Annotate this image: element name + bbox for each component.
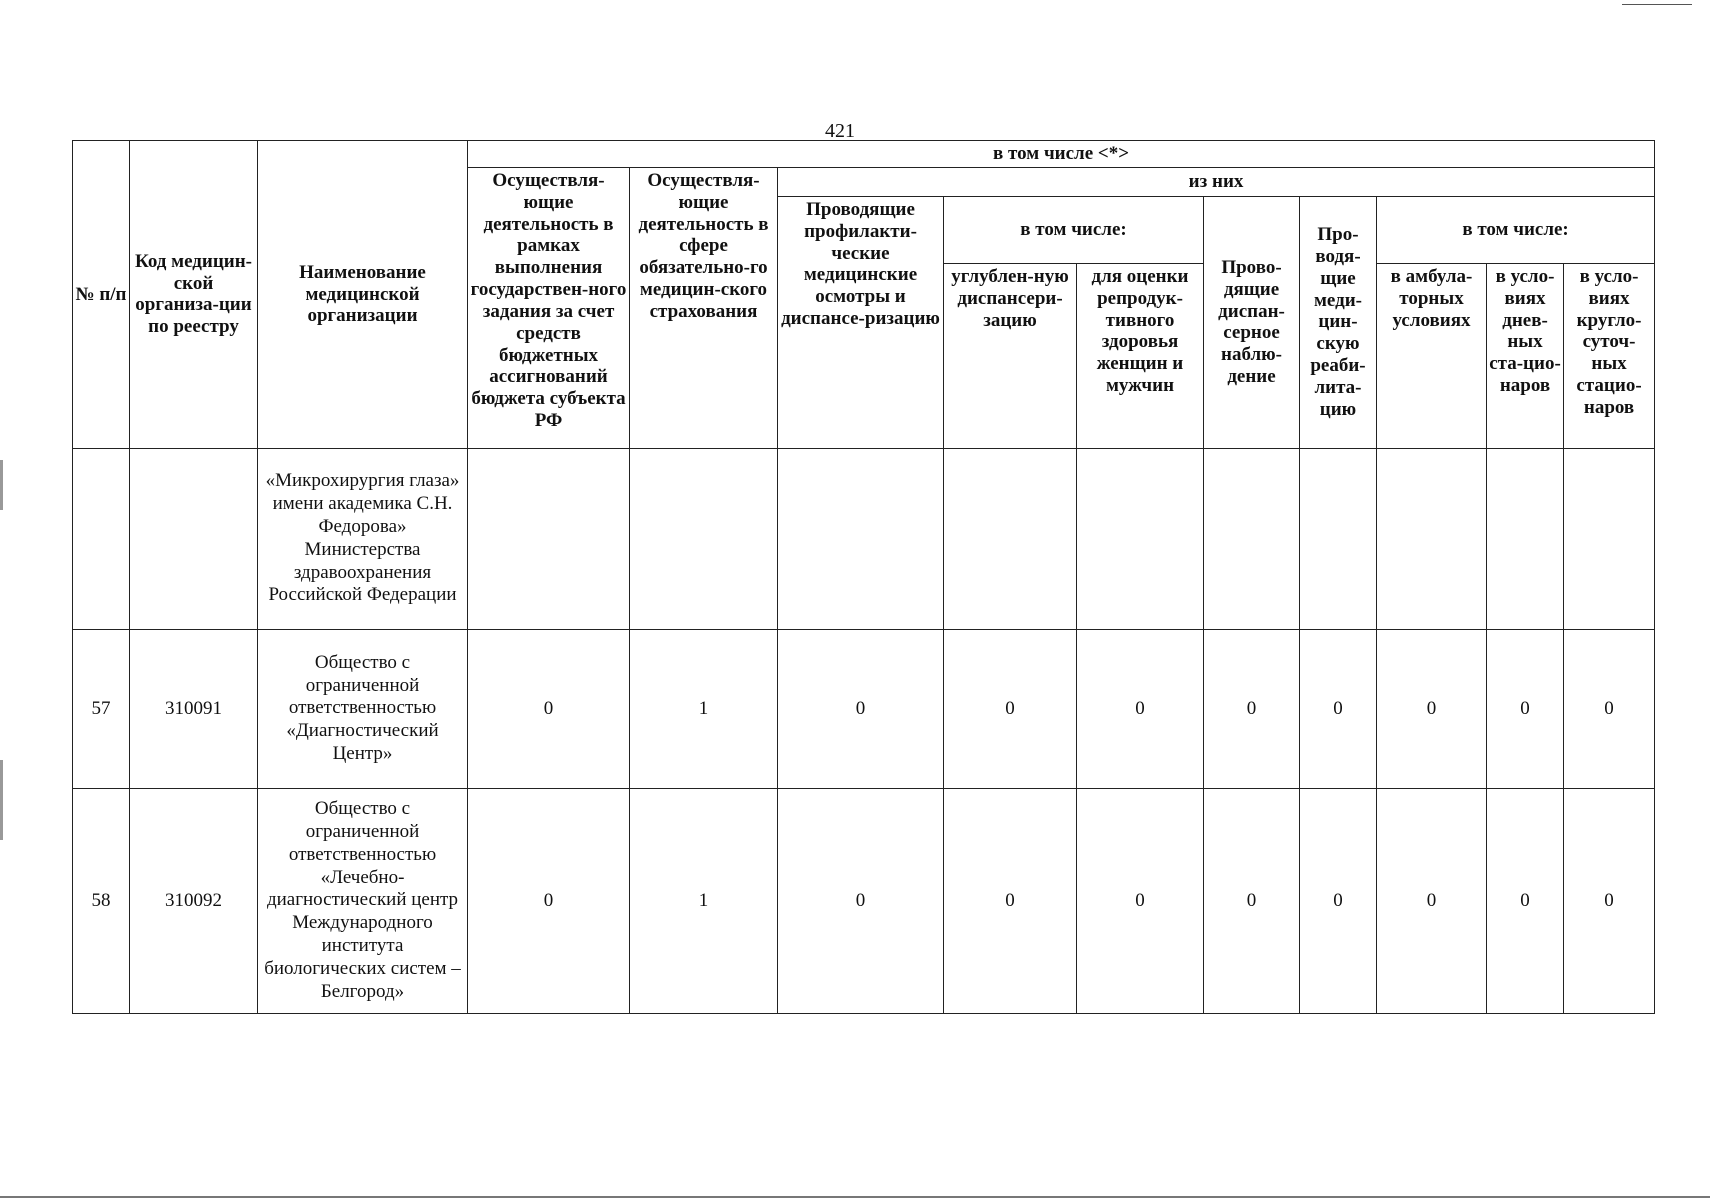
page-number: 421 [825,120,855,142]
row-num [73,448,130,629]
row-value: 0 [1077,788,1204,1013]
row-name: «Микрохирургия глаза» имени академика С.Н. Федорова» Министерства здравоохранения Российской Федерации [258,448,468,629]
header-including-prof: в том числе: [944,196,1204,263]
row-name: Общество с ограниченной ответственностью «Лечебно-диагностический центр Международного института биологических систем – Белгород» [258,788,468,1013]
header-reproductive-health: для оценки репродук-тивного здоровья женщин и мужчин [1077,263,1204,448]
row-value: 0 [1377,788,1487,1013]
row-num: 57 [73,629,130,788]
row-value: 0 [944,629,1077,788]
header-rehabilitation: Про-водя-щие меди-цин-скую реаби-лита-цию [1300,196,1377,448]
table-row [73,448,1655,629]
row-value [1564,448,1655,629]
row-value [944,448,1077,629]
row-value [630,448,778,629]
table-row [73,788,1655,1013]
row-value [1487,448,1564,629]
table-row [73,629,1655,788]
bottom-scan-line [0,1196,1710,1198]
header-code: Код медицин-ской организа-ции по реестру [130,141,258,449]
row-value [778,448,944,629]
row-value: 0 [468,788,630,1013]
medical-organizations-table [72,140,1655,1014]
row-num: 58 [73,788,130,1013]
row-name: Общество с ограниченной ответственностью «Диагностический Центр» [258,629,468,788]
row-value: 0 [1300,629,1377,788]
row-code [130,448,258,629]
row-value [468,448,630,629]
row-value: 1 [630,629,778,788]
header-preventive-exams: Проводящие профилакти-ческие медицинские осмотры и диспансе-ризацию [778,196,944,448]
row-value: 1 [630,788,778,1013]
header-deep-dispensarization: углублен-ную диспансери-зацию [944,263,1077,448]
row-value: 0 [1300,788,1377,1013]
header-name: Наименование медицинской организации [258,141,468,449]
header-oms: Осуществля-ющие деятельность в сфере обязательно-го медицин-ского страхования [630,167,778,448]
row-value: 0 [1377,629,1487,788]
scan-mark [0,760,3,840]
header-day-hospital: в усло-виях днев-ных ста-цио-наров [1487,263,1564,448]
scan-mark [0,460,3,510]
row-value: 0 [1564,629,1655,788]
row-value [1300,448,1377,629]
row-value: 0 [1487,788,1564,1013]
row-value: 0 [778,629,944,788]
header-num: № п/п [73,141,130,449]
top-right-mark [1622,4,1692,5]
header-outpatient: в амбула-торных условиях [1377,263,1487,448]
row-value: 0 [468,629,630,788]
row-value: 0 [1204,788,1300,1013]
row-value [1204,448,1300,629]
header-of-them: из них [778,167,1655,196]
row-value [1077,448,1204,629]
header-dispensary-observation: Прово-дящие диспан-серное наблю-дение [1204,196,1300,448]
row-value [1377,448,1487,629]
row-code: 310092 [130,788,258,1013]
header-including: в том числе <*> [468,141,1655,168]
header-including-rehab: в том числе: [1377,196,1655,263]
row-value: 0 [778,788,944,1013]
header-round-the-clock-hospital: в усло-виях кругло-суточ-ных стацио-наров [1564,263,1655,448]
row-value: 0 [1487,629,1564,788]
row-value: 0 [1564,788,1655,1013]
row-value: 0 [944,788,1077,1013]
row-code: 310091 [130,629,258,788]
row-value: 0 [1204,629,1300,788]
header-state-assignment: Осуществля-ющие деятельность в рамках выполнения государствен-ного задания за счет средств бюджетных ассигнований бюджета субъекта РФ [468,167,630,448]
row-value: 0 [1077,629,1204,788]
